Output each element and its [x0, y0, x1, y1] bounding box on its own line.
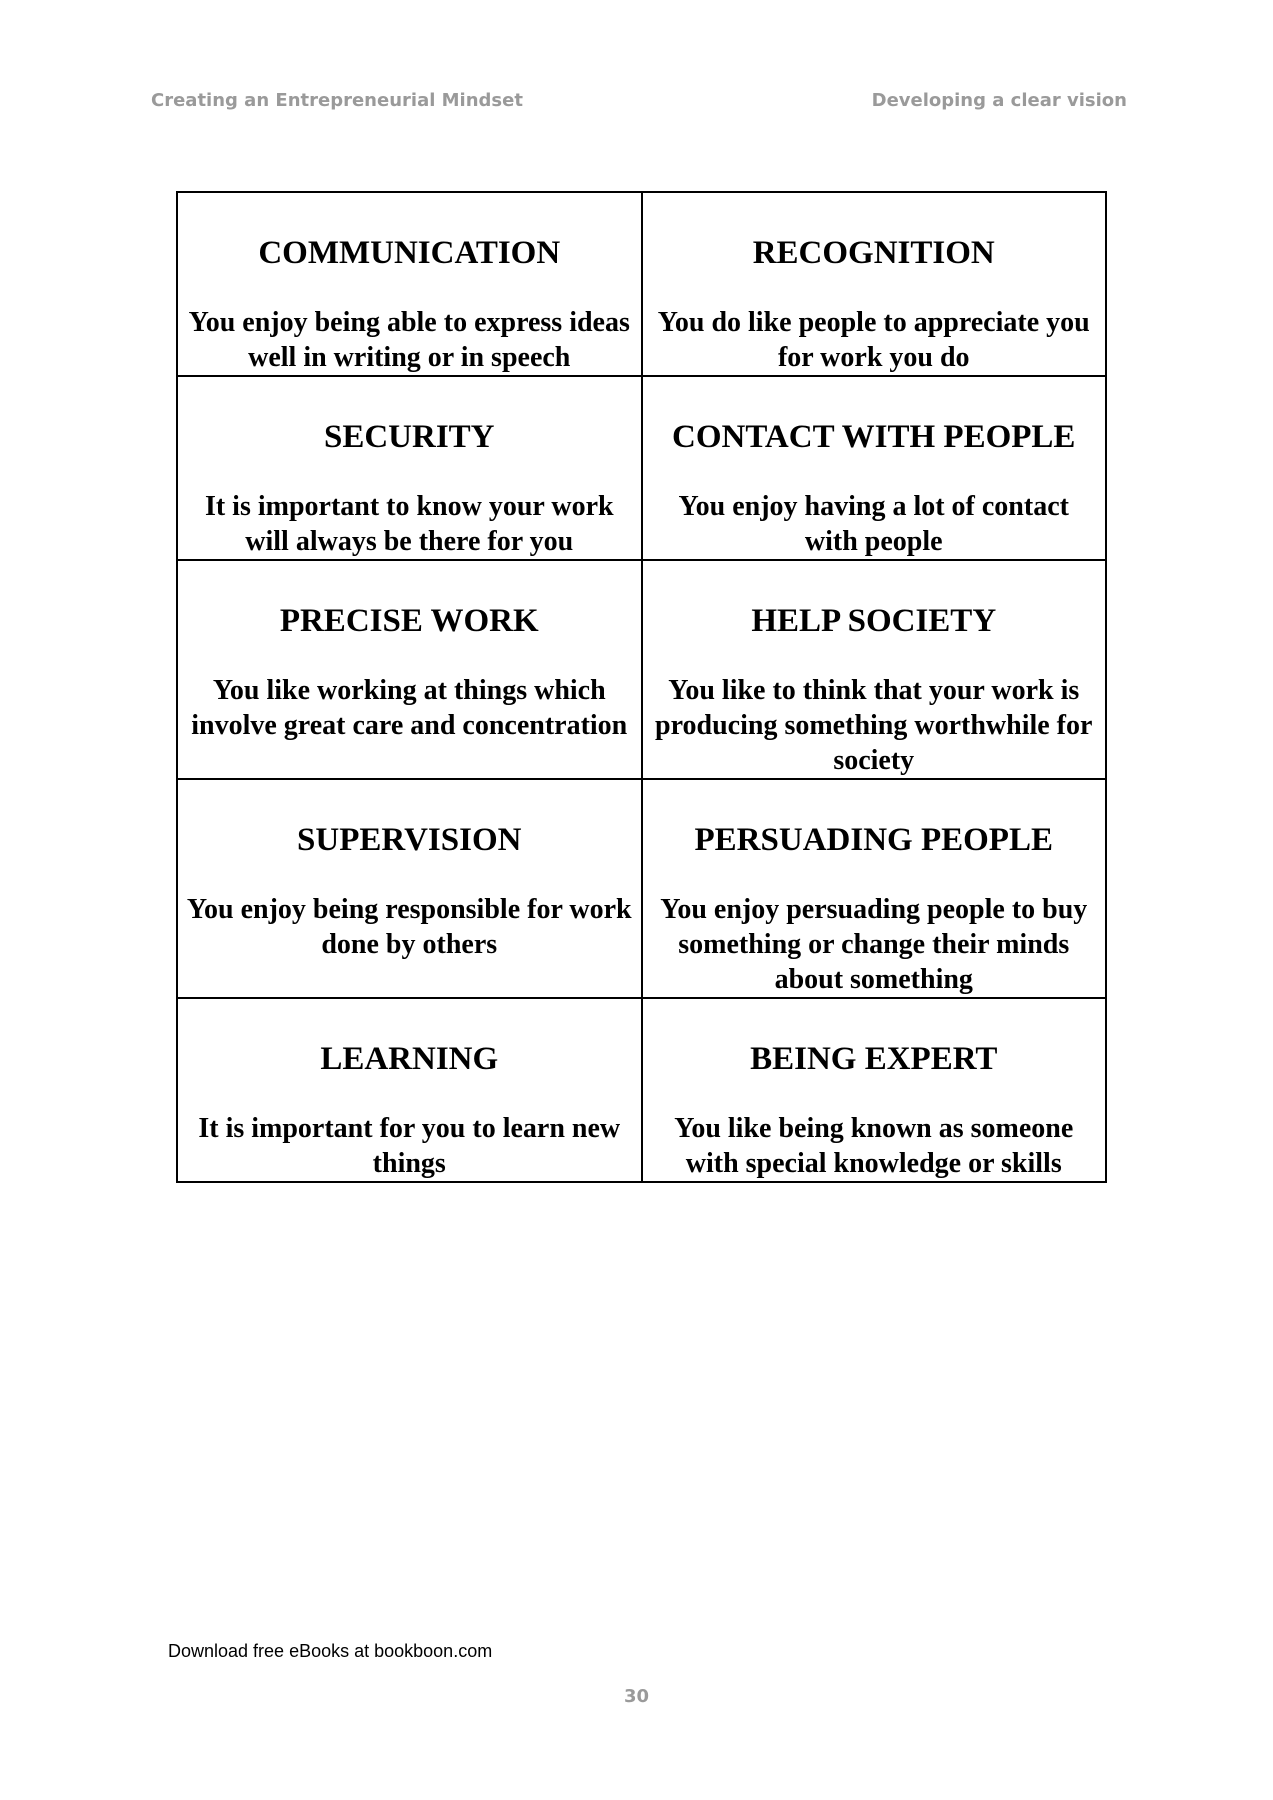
- card-description: You enjoy being able to express ideas well in writing or in speech: [188, 307, 630, 373]
- card-title: HELP SOCIETY: [751, 603, 997, 639]
- card-title: LEARNING: [320, 1041, 499, 1077]
- download-note: Download free eBooks at bookboon.com: [168, 1641, 493, 1661]
- book-title: Creating an Entrepreneurial Mindset: [151, 90, 523, 111]
- table-row: [177, 376, 1106, 560]
- card-description: It is important for you to learn new things: [198, 1113, 621, 1179]
- table-row: [177, 192, 1106, 376]
- card-description: You like working at things which involve great care and concentration: [191, 675, 628, 741]
- value-card: [177, 779, 642, 998]
- card-title: BEING EXPERT: [750, 1041, 998, 1077]
- card-description: It is important to know your work will always be there for you: [204, 491, 614, 557]
- card-title: RECOGNITION: [752, 235, 995, 271]
- card-description: You like to think that your work is producing something worthwhile for society: [655, 675, 1093, 776]
- card-title: COMMUNICATION: [258, 235, 561, 271]
- value-card: [177, 998, 642, 1182]
- value-card: [642, 376, 1107, 560]
- value-card: [642, 192, 1107, 376]
- value-card: [177, 560, 642, 779]
- card-description: You like being known as someone with special knowledge or skills: [674, 1113, 1074, 1179]
- value-card: [642, 560, 1107, 779]
- values-cards-table: [176, 191, 1107, 1183]
- card-title: CONTACT WITH PEOPLE: [672, 419, 1076, 455]
- value-card: [642, 998, 1107, 1182]
- card-description: You enjoy persuading people to buy something or change their minds about something: [660, 894, 1088, 995]
- table-row: [177, 998, 1106, 1182]
- card-title: PERSUADING PEOPLE: [694, 822, 1053, 858]
- card-description: You enjoy being responsible for work done by others: [186, 894, 632, 960]
- card-description: You do like people to appreciate you for work you do: [657, 307, 1090, 373]
- card-title: SECURITY: [323, 419, 495, 455]
- table-row: [177, 560, 1106, 779]
- value-card: [177, 192, 642, 376]
- card-title: SUPERVISION: [297, 822, 522, 858]
- table-row: [177, 779, 1106, 998]
- chapter-title: Developing a clear vision: [871, 90, 1127, 111]
- value-card: [177, 376, 642, 560]
- card-description: You enjoy having a lot of contact with people: [678, 491, 1069, 557]
- page-number: 30: [623, 1686, 650, 1707]
- running-header: [151, 90, 1127, 114]
- card-title: PRECISE WORK: [279, 603, 539, 639]
- value-card: [642, 779, 1107, 998]
